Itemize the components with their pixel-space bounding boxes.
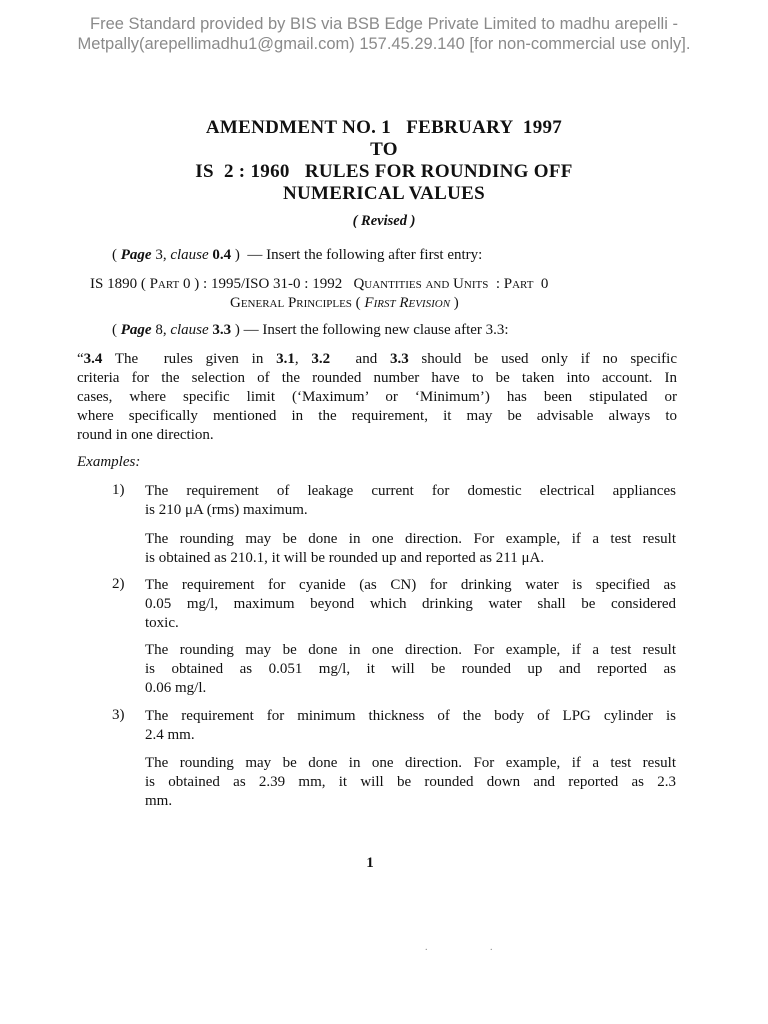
clause-text-a: The rules given in	[102, 351, 277, 367]
example-3-round-line-3: mm.	[145, 793, 173, 809]
example-2-requirement	[145, 576, 676, 633]
standard-entry-line-1	[90, 276, 548, 293]
ref-3-3: 3.3	[389, 351, 409, 367]
document-title	[0, 117, 768, 205]
clause-text-c: and	[330, 351, 390, 367]
examples-heading	[77, 454, 140, 471]
example-3-rounding	[145, 754, 676, 811]
title-line-4: NUMERICAL VALUES	[282, 183, 486, 204]
ref2-open: (	[112, 322, 121, 338]
revised-note: ( Revised )	[352, 213, 416, 229]
example-2-round-line-1: The rounding may be done in one direction. For example, if a test result	[145, 642, 676, 658]
title-line-1: AMENDMENT NO. 1 FEBRUARY 1997	[205, 117, 563, 138]
ref-3-1: 3.1	[276, 351, 295, 367]
example-3-round-line-1: The rounding may be done in one direction. For example, if a test result	[145, 755, 676, 771]
example-2-round-line-3: 0.06 mg/l.	[145, 680, 207, 696]
ref1-page-number: 3,	[151, 247, 171, 263]
footer-specks: . .	[425, 942, 523, 953]
example-3-round-line-2: is obtained as 2.39 mm, it will be rounded down and reported as 2.3	[145, 774, 676, 790]
example-1-number: 1)	[112, 482, 125, 498]
entry-revision: First Revision	[364, 295, 451, 311]
reference-page-3	[112, 247, 482, 264]
title-line-3: IS 2 : 1960 RULES FOR ROUNDING OFF	[195, 161, 573, 182]
example-1-req-line-2: is 210 μA (rms) maximum.	[145, 502, 308, 518]
ref1-clause-label: clause	[170, 247, 209, 263]
clause-text-b: ,	[294, 351, 312, 367]
ref2-page-label: Page	[120, 322, 152, 338]
example-2-req-line-2: 0.05 mg/l, maximum beyond which drinking water shall be considered	[145, 596, 676, 612]
example-3-req-line-2: 2.4 mm.	[145, 727, 195, 743]
open-quote: “	[77, 351, 84, 367]
ref1-page-label: Page	[120, 247, 152, 263]
clause-3-4	[77, 350, 677, 445]
clause-3-4-line-2: criteria for the selection of the rounded number have to be taken into account. In	[77, 370, 677, 386]
examples-label: Examples:	[77, 454, 141, 470]
clause-3-4-line-5: round in one direction.	[77, 427, 214, 443]
example-1-rounding	[145, 530, 676, 568]
ref1-clause-number: 0.4	[212, 247, 232, 263]
clause-text-d: should be used only if no specific	[408, 351, 677, 367]
ref-3-2: 3.2	[311, 351, 331, 367]
entry-subtitle: General Principles (	[230, 295, 365, 311]
ref2-clause-number: 3.3	[212, 322, 232, 338]
example-2-round-line-2: is obtained as 0.051 mg/l, it will be rounded up and reported as	[145, 661, 676, 677]
download-watermark	[0, 14, 768, 54]
entry-title: Quantities and Units : Part 0	[353, 276, 549, 292]
watermark-line-2: Metpally(arepellimadhu1@gmail.com) 157.45.29.140 [for non-commercial use only].	[77, 35, 691, 53]
ref2-page-number: 8,	[151, 322, 171, 338]
example-2-req-line-1: The requirement for cyanide (as CN) for drinking water is specified as	[145, 577, 676, 593]
ref1-open: (	[112, 247, 121, 263]
example-3-number: 3)	[112, 707, 125, 723]
standard-entry-line-2	[230, 295, 459, 312]
example-3-req-line-1: The requirement for minimum thickness of the body of LPG cylinder is	[145, 708, 676, 724]
example-2-req-line-3: toxic.	[145, 615, 179, 631]
reference-page-8	[112, 322, 509, 339]
clause-3-4-line-3: cases, where specific limit (‘Maximum’ or ‘Minimum’) has been stipulated or	[77, 389, 677, 405]
watermark-line-1: Free Standard provided by BIS via BSB Edge Private Limited to madhu arepelli -	[90, 15, 678, 33]
ref2-instruction: ) — Insert the following new clause after 3.3:	[231, 322, 509, 338]
example-2-rounding	[145, 641, 676, 698]
entry-is-number: IS 1890 (	[90, 276, 150, 292]
entry-iso-ref: 0 ) : 1995/ISO 31-0 : 1992	[179, 276, 354, 292]
ref1-instruction: ) — Insert the following after first entry:	[231, 247, 483, 263]
example-1-requirement	[145, 482, 676, 520]
example-1-req-line-1: The requirement of leakage current for domestic electrical appliances	[145, 483, 676, 499]
entry-part-label: Part	[149, 276, 180, 292]
example-3-requirement	[145, 707, 676, 745]
ref2-clause-label: clause	[170, 322, 209, 338]
clause-number: 3.4	[83, 351, 103, 367]
clause-3-4-line-1	[77, 350, 677, 369]
clause-3-4-line-4: where specifically mentioned in the requirement, it may be advisable always to	[77, 408, 677, 424]
title-line-2: TO	[370, 139, 398, 160]
example-2-number: 2)	[112, 576, 125, 592]
example-1-round-line-1: The rounding may be done in one direction. For example, if a test result	[145, 531, 676, 547]
entry-close: )	[450, 295, 459, 311]
page-number: 1	[366, 855, 374, 871]
example-1-round-line-2: is obtained as 210.1, it will be rounded up and reported as 211 μA.	[145, 550, 545, 566]
